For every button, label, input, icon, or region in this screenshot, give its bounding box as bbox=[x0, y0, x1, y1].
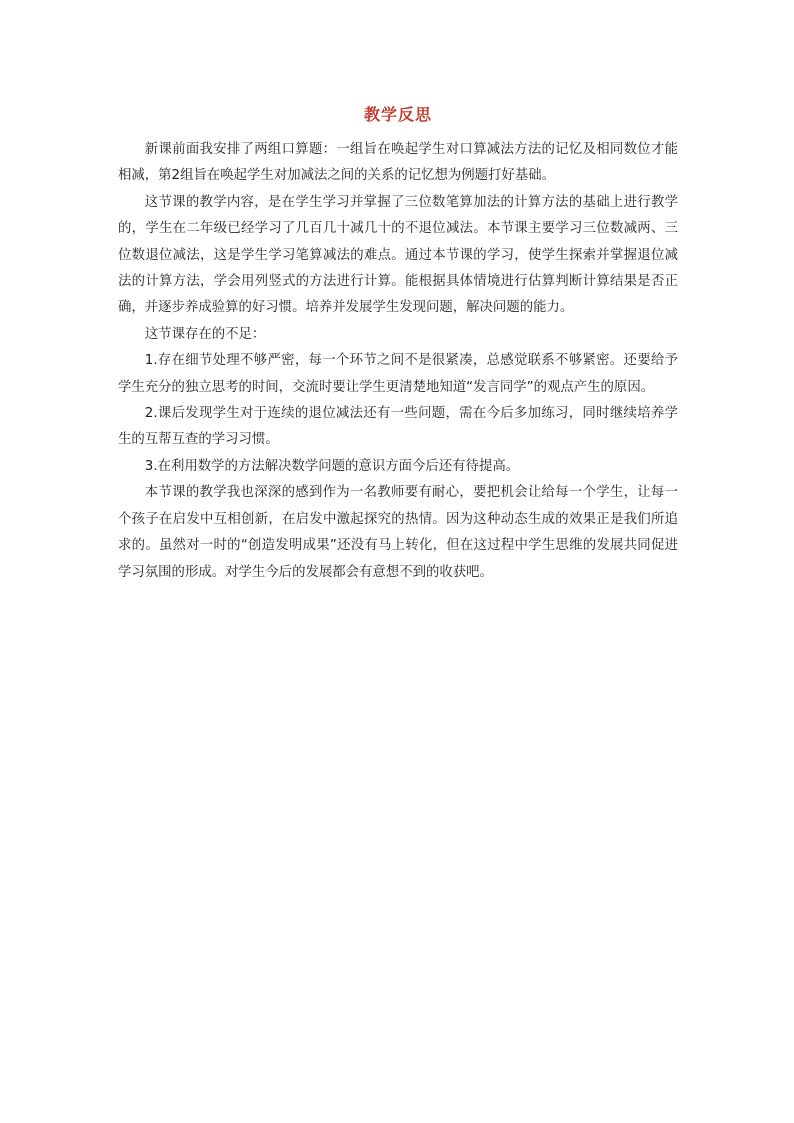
document-title: 教学反思 bbox=[363, 105, 432, 124]
paragraph-conclusion: 本节课的教学我也深深的感到作为一名教师要有耐心，要把机会让给每一个学生，让每一个孩子在启发中互相创新，在启发中激起探究的热情。因为这种动态生成的效果正是我们所追求的。虽然对一时的“创造发明成果”还没有马上转化，但在这过程中学生思维的发展共同促进学习氛围的形成。对学生今后的发展都会有意想不到的收获吧。 bbox=[118, 485, 678, 580]
document-body bbox=[118, 103, 678, 586]
paragraph-intro: 新课前面我安排了两组口算题：一组旨在唤起学生对口算减法方法的记忆及相同数位才能相减，第2组旨在唤起学生对加减法之间的关系的记忆想为例题打好基础。 bbox=[118, 142, 678, 184]
paragraph-shortcomings-heading: 这节课存在的不足： bbox=[144, 326, 266, 342]
paragraph-shortcoming-1: 1.存在细节处理不够严密，每一个环节之间不是很紧凑，总感觉联系不够紧密。还要给予学生充分的独立思考的时间，交流时要让学生更清楚地知道“发言同学”的观点产生的原因。 bbox=[118, 353, 678, 395]
paragraph-shortcoming-2: 2.课后发现学生对于连续的退位减法还有一些问题，需在今后多加练习，同时继续培养学生的互帮互查的学习习惯。 bbox=[118, 406, 678, 448]
paragraph-lesson-content: 这节课的教学内容，是在学生学习并掌握了三位数笔算加法的计算方法的基础上进行教学的，学生在二年级已经学习了几百几十减几十的不退位减法。本节课主要学习三位数减两、三位数退位减法，这是学生学习笔算减法的难点。通过本节课的学习，使学生探索并掌握退位减法的计算方法，学会用列竖式的方法进行计算。能根据具体情境进行估算判断计算结果是否正确，并逐步养成验算的好习惯。培养并发展学生发现问题，解决问题的能力。 bbox=[118, 194, 678, 316]
paragraph-shortcoming-3: 3.在利用数学的方法解决数学问题的意识方面今后还有待提高。 bbox=[144, 458, 520, 474]
